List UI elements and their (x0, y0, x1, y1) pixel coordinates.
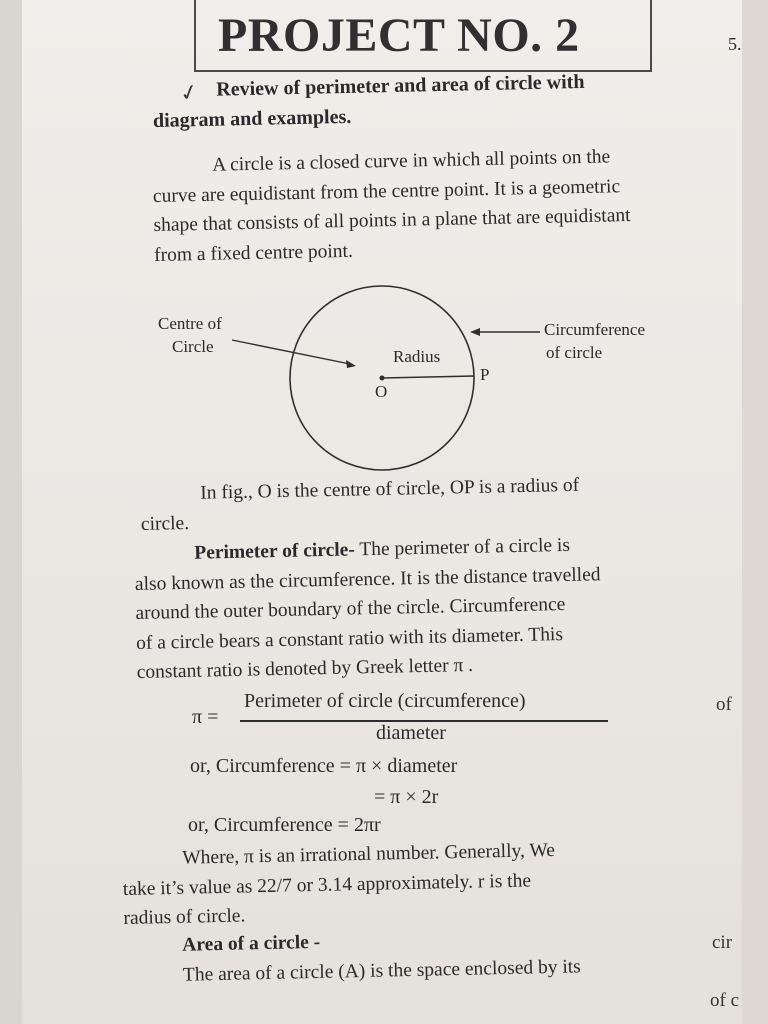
where-paragraph (122, 833, 694, 933)
fraction-numerator: Perimeter of circle (circumference) (244, 690, 526, 712)
where-line-2: take it’s value as 22/7 or 3.14 approximately. r is the (122, 869, 532, 900)
point-p-label: P (480, 365, 490, 384)
circumference-arrowhead (470, 328, 480, 336)
heading-line-1: Review of perimeter and area of circle with (216, 70, 585, 101)
perimeter-line-2: also known as the circumference. It is the distance travelled (134, 563, 601, 595)
margin-fragment-3: of c (710, 990, 740, 1011)
page-number: 5. (728, 34, 742, 54)
center-point-dot (380, 376, 385, 381)
intro-line-1: A circle is a closed curve in which all points on the (212, 146, 611, 176)
formula-line-3: or, Circumference = 2πr (188, 814, 381, 836)
fig-note (140, 468, 701, 539)
margin-fragment-2: cir (712, 932, 733, 953)
fraction-denominator: diameter (376, 722, 446, 744)
fig-note-line-2: circle. (140, 512, 190, 535)
perimeter-line-5: constant ratio is denoted by Greek letter π . (136, 654, 474, 683)
area-heading: Area of a circle - (182, 931, 321, 956)
where-line-1: Where, π is an irrational number. Generally, We (182, 839, 556, 869)
circumference-label-1: Circumference (544, 320, 645, 339)
radius-line (382, 376, 474, 378)
center-point-label: O (375, 382, 388, 401)
area-line: The area of a circle (A) is the space enclosed by its (182, 955, 581, 986)
perimeter-paragraph (134, 528, 697, 687)
centre-label-1: Centre of (158, 314, 222, 333)
pi-equals: π = (192, 706, 219, 728)
heading-line-2: diagram and examples. (152, 105, 352, 132)
radius-label: Radius (393, 347, 441, 366)
check-mark-icon: ✓ (176, 78, 202, 107)
where-line-3: radius of circle. (123, 905, 246, 929)
fig-note-line-1: In fig., O is the centre of circle, OP is a radius of (200, 474, 580, 504)
margin-fragment-1: of (716, 694, 732, 715)
perimeter-heading: Perimeter of circle- (194, 539, 356, 564)
centre-label-2: Circle (172, 337, 214, 356)
intro-line-4: from a fixed centre point. (153, 240, 354, 266)
perimeter-line-1: The perimeter of a circle is (354, 534, 571, 561)
centre-arrowhead (346, 360, 356, 368)
perimeter-line-4: of a circle bears a constant ratio with its diameter. This (135, 623, 564, 654)
intro-line-2: curve are equidistant from the centre point. It is a geometric (152, 175, 621, 207)
intro-line-3: shape that consists of all points in a plane that are equidistant (153, 204, 631, 236)
circumference-label-2: of circle (546, 343, 603, 362)
area-section (122, 920, 693, 991)
formula-line-2: = π × 2r (374, 786, 439, 808)
page-title: PROJECT NO. 2 (218, 9, 580, 62)
perimeter-line-3: around the outer boundary of the circle. Circumference (135, 593, 566, 624)
formula-line-1: or, Circumference = π × diameter (190, 755, 458, 777)
